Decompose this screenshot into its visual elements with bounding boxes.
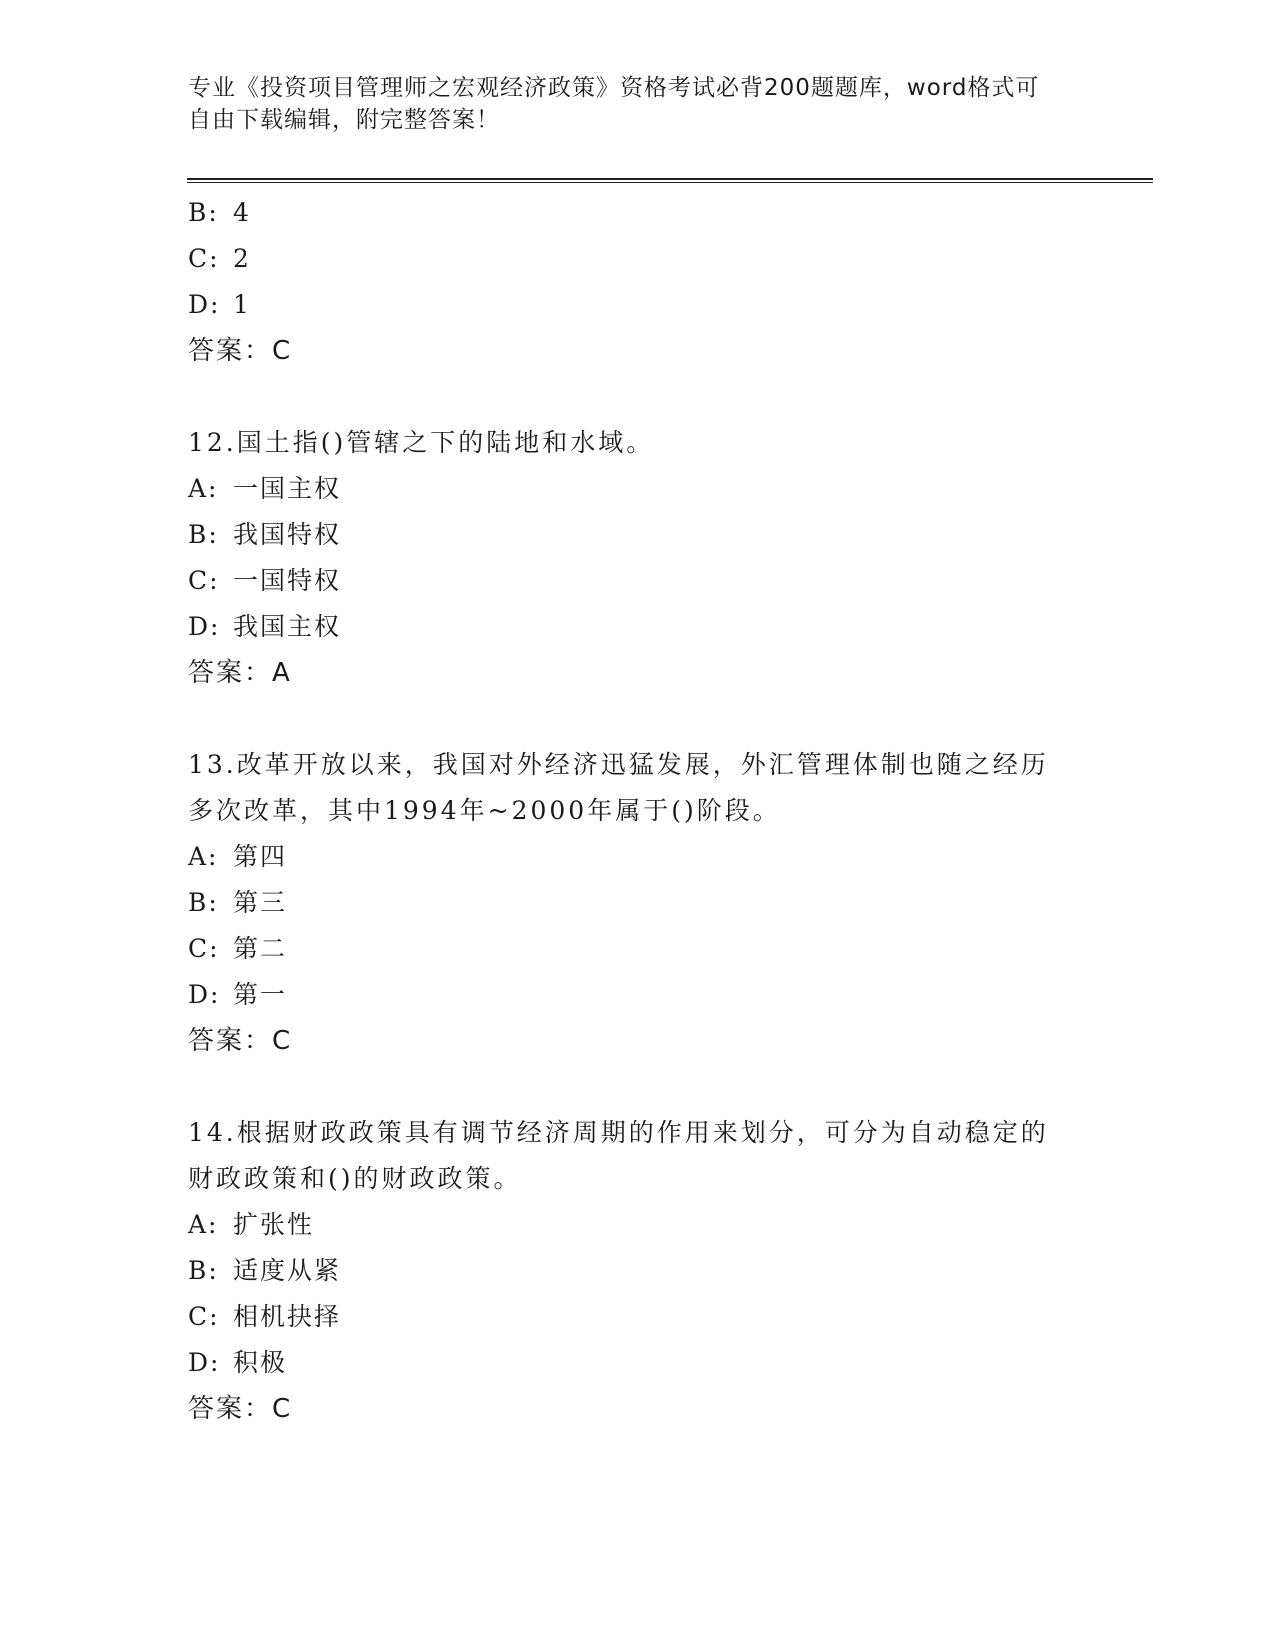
option-text: 适度从紧	[233, 1256, 342, 1285]
option-label: B:	[188, 198, 219, 227]
question-text-line-1: 13.改革开放以来，我国对外经济迅猛发展，外汇管理体制也随之经历	[188, 750, 1049, 779]
spacer	[188, 696, 1088, 742]
question-text-line-2: 多次改革，其中1994年~2000年属于()阶段。	[188, 796, 781, 825]
option-b	[188, 190, 1088, 236]
question-text-line-2: 财政政策和()的财政政策。	[188, 1164, 522, 1193]
answer: 答案：C	[188, 1394, 293, 1424]
option-label: D:	[188, 290, 221, 319]
option-d	[188, 972, 1088, 1018]
option-label: B:	[188, 888, 219, 917]
answer: 答案：C	[188, 1026, 293, 1056]
option-text: 积极	[233, 1348, 288, 1377]
option-label: A:	[188, 842, 219, 871]
option-b	[188, 512, 1088, 558]
option-text: 第四	[233, 842, 288, 871]
option-text: 一国主权	[233, 474, 342, 503]
question-text: 12.国土指()管辖之下的陆地和水域。	[188, 428, 655, 457]
question-14	[188, 1110, 1088, 1432]
option-c	[188, 1294, 1088, 1340]
question-12	[188, 420, 1088, 696]
option-a	[188, 834, 1088, 880]
option-text: 第三	[233, 888, 288, 917]
option-text: 我国主权	[233, 612, 342, 641]
option-text: 相机抉择	[233, 1302, 342, 1331]
option-a	[188, 466, 1088, 512]
answer: 答案：A	[188, 658, 292, 688]
option-text: 扩张性	[233, 1210, 315, 1239]
spacer	[188, 1064, 1088, 1110]
question-list	[188, 190, 1088, 1432]
option-d	[188, 1340, 1088, 1386]
option-label: A:	[188, 1210, 219, 1239]
option-text: 一国特权	[233, 566, 342, 595]
option-a	[188, 1202, 1088, 1248]
header-line-1: 专业《投资项目管理师之宏观经济政策》资格考试必背200题题库，word格式可	[188, 75, 1040, 101]
option-c	[188, 236, 1088, 282]
option-d	[188, 282, 1088, 328]
option-label: D:	[188, 980, 221, 1009]
question-text-line-1: 14.根据财政政策具有调节经济周期的作用来划分，可分为自动稳定的	[188, 1118, 1049, 1147]
option-label: C:	[188, 566, 220, 595]
spacer	[188, 374, 1088, 420]
option-label: D:	[188, 1348, 221, 1377]
option-text: 第二	[233, 934, 288, 963]
option-label: C:	[188, 244, 220, 273]
option-text: 我国特权	[233, 520, 342, 549]
option-c	[188, 926, 1088, 972]
option-b	[188, 880, 1088, 926]
option-label: D:	[188, 612, 221, 641]
option-d	[188, 604, 1088, 650]
option-text: 第一	[233, 980, 288, 1009]
option-c	[188, 558, 1088, 604]
question-13	[188, 742, 1088, 1064]
option-text: 1	[233, 290, 251, 319]
option-label: C:	[188, 1302, 220, 1331]
option-label: B:	[188, 520, 219, 549]
header-line-2: 自由下载编辑，附完整答案！	[188, 107, 500, 133]
question-11-continued	[188, 190, 1088, 374]
option-label: C:	[188, 934, 220, 963]
answer: 答案：C	[188, 336, 293, 366]
header-divider	[187, 178, 1153, 183]
option-label: A:	[188, 474, 219, 503]
option-label: B:	[188, 1256, 219, 1285]
option-text: 2	[233, 244, 251, 273]
page-header	[188, 72, 1088, 136]
option-text: 4	[233, 198, 251, 227]
option-b	[188, 1248, 1088, 1294]
